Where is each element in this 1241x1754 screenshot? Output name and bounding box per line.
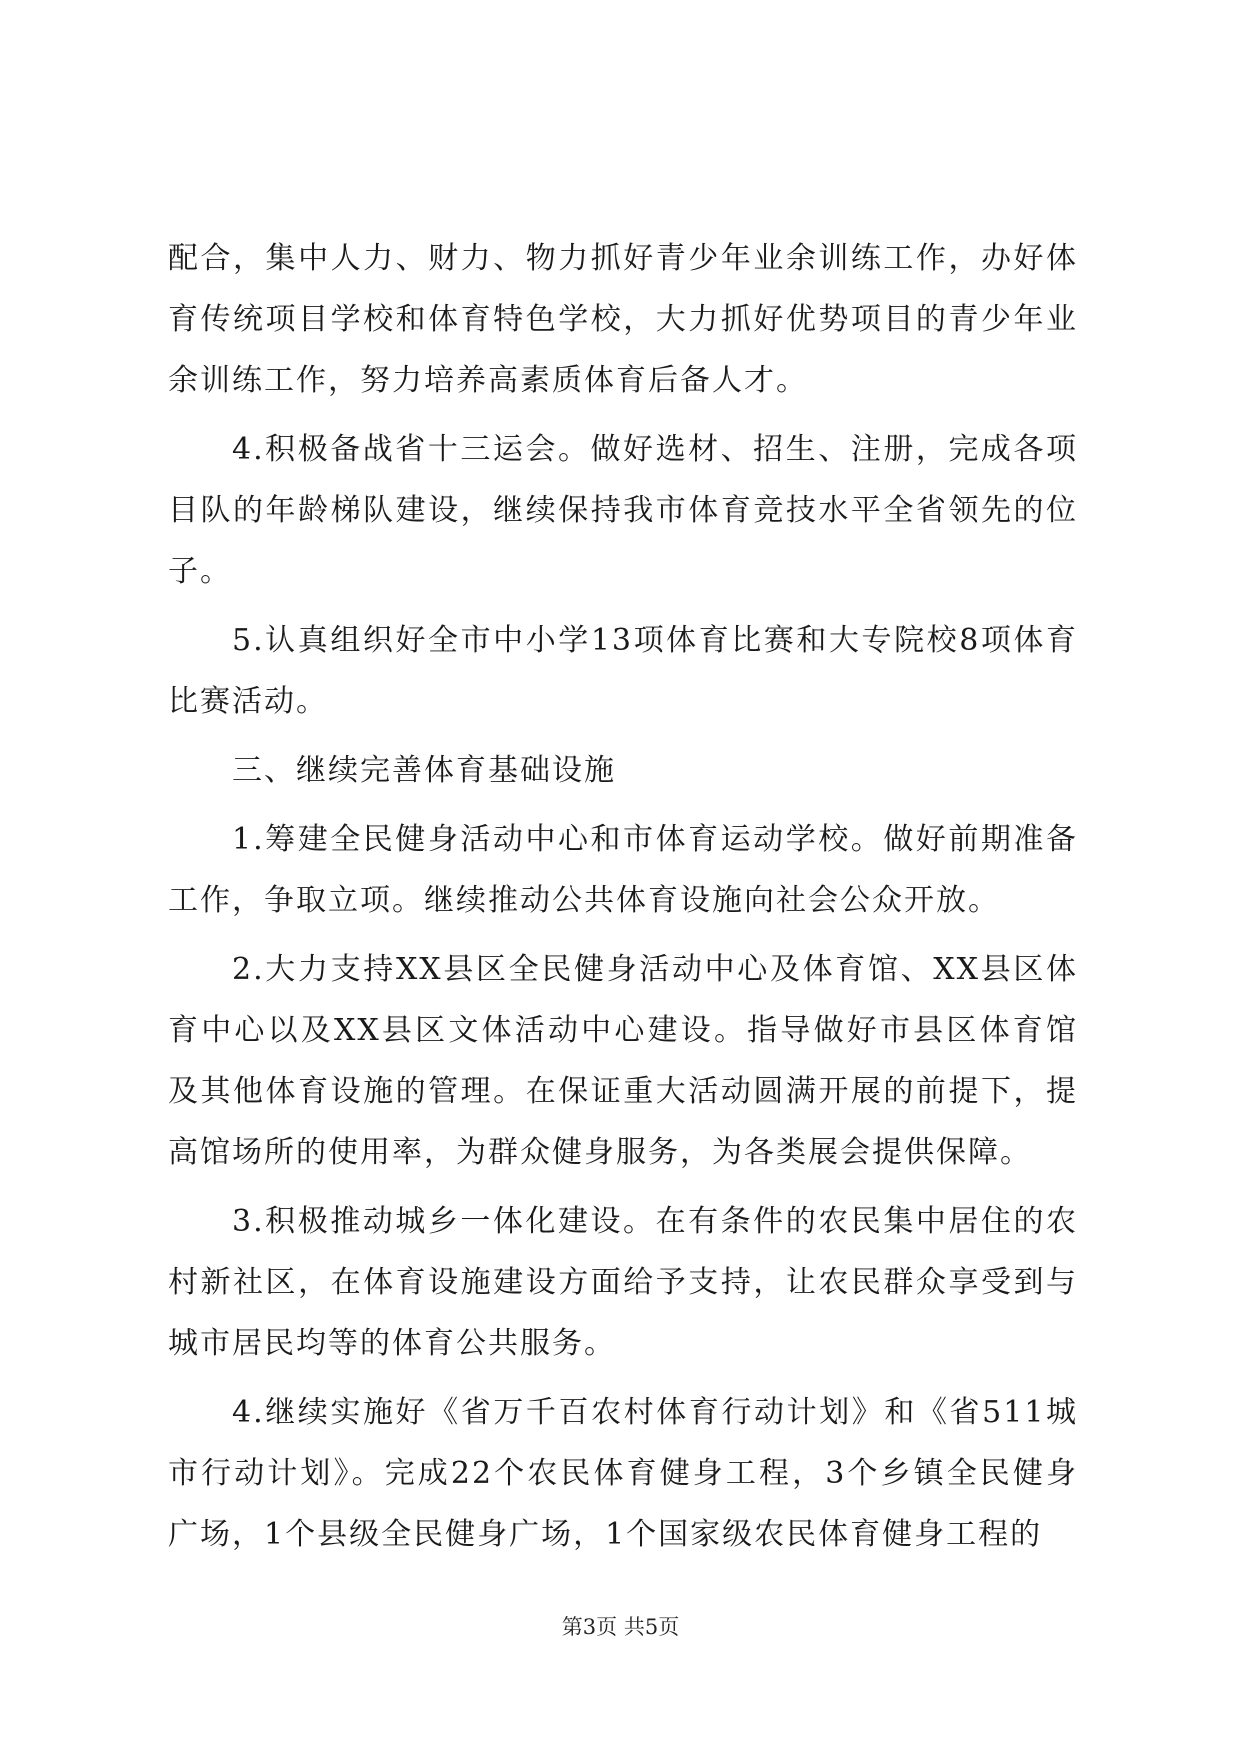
paragraph-item-3-urban-rural: 3.积极推动城乡一体化建设。在有条件的农民集中居住的农村新社区，在体育设施建设方面给予支持，让农民群众享受到与城市居民均等的体育公共服务。 — [168, 1204, 1078, 1361]
document-body — [168, 228, 1078, 1573]
section-heading-facilities: 三、继续完善体育基础设施 — [232, 753, 616, 788]
page-number-footer: 第3页 共5页 — [561, 1615, 680, 1639]
paragraph-item-5-competitions: 5.认真组织好全市中小学13项体育比赛和大专院校8项体育比赛活动。 — [168, 623, 1078, 719]
paragraph-item-1-fitness-center: 1.筹建全民健身活动中心和市体育运动学校。做好前期准备工作，争取立项。继续推动公共体育设施向社会公众开放。 — [168, 822, 1078, 918]
paragraph-continuation: 配合，集中人力、财力、物力抓好青少年业余训练工作，办好体育传统项目学校和体育特色学校，大力抓好优势项目的青少年业余训练工作，努力培养高素质体育后备人才。 — [168, 241, 1078, 398]
paragraph-item-4-action-plans: 4.继续实施好《省万千百农村体育行动计划》和《省511城市行动计划》。完成22个农民体育健身工程，3个乡镇全民健身广场，1个县级全民健身广场，1个国家级农民体育健身工程的 — [168, 1395, 1078, 1552]
paragraph-item-2-county-support: 2.大力支持XX县区全民健身活动中心及体育馆、XX县区体育中心以及XX县区文体活动中心建设。指导做好市县区体育馆及其他体育设施的管理。在保证重大活动圆满开展的前提下，提高馆场所的使用率，为群众健身服务，为各类展会提供保障。 — [168, 952, 1078, 1170]
paragraph-item-4-provincial-games: 4.积极备战省十三运会。做好选材、招生、注册，完成各项目队的年龄梯队建设，继续保持我市体育竞技水平全省领先的位子。 — [168, 432, 1078, 589]
